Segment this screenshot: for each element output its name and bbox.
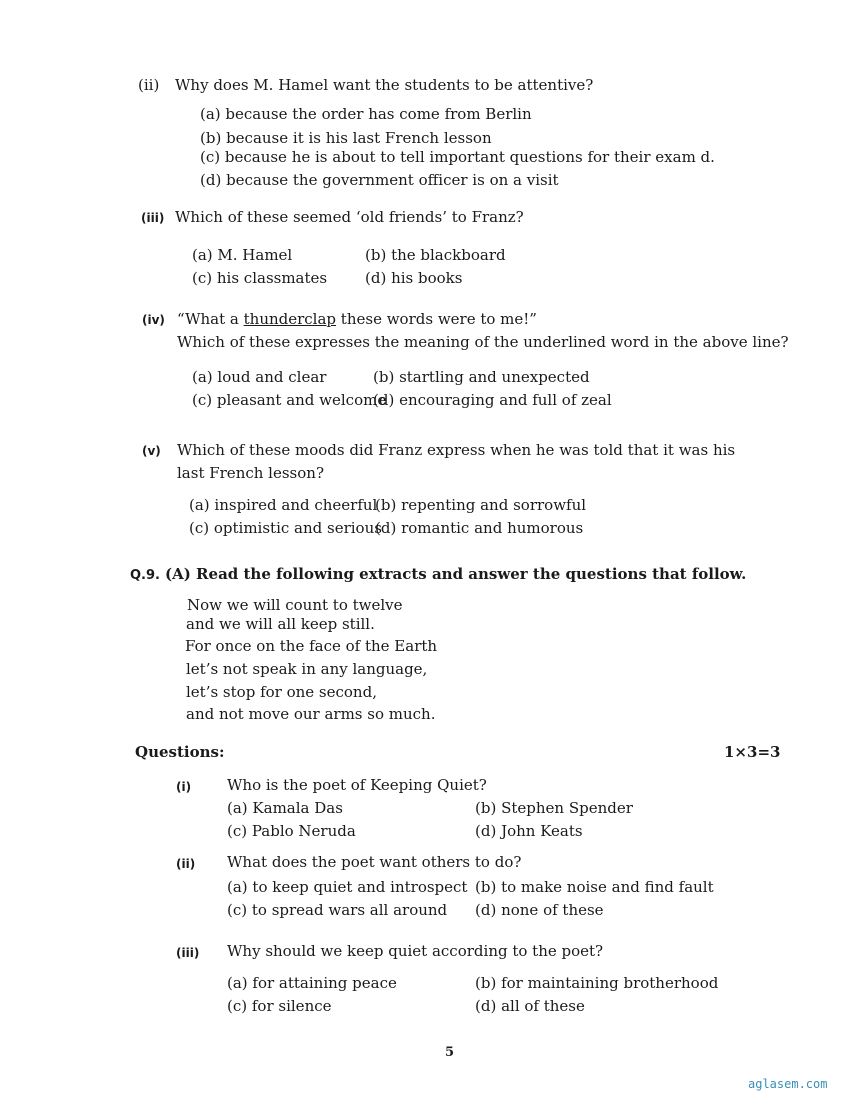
q8-v-option-d: (d) romantic and humorous: [375, 519, 584, 537]
q8-iii-option-a: (a) M. Hamel: [192, 246, 293, 264]
q8-iv-number: (iv): [142, 313, 165, 327]
q9-iii-option-d: (d) all of these: [475, 997, 585, 1015]
q9-i-option-d: (d) John Keats: [475, 822, 583, 840]
q8-v-option-c: (c) optimistic and serious: [189, 519, 382, 537]
q8-iv-option-d: (d) encouraging and full of zeal: [373, 391, 612, 409]
q9-ii-number: (ii): [176, 857, 196, 871]
q8-v-question-line1: Which of these moods did Franz express when he was told that it was his: [177, 441, 736, 459]
q9-iii-option-c: (c) for silence: [227, 997, 332, 1015]
marks-label: 1×3=3: [724, 743, 781, 761]
q9-i-number: (i): [176, 780, 192, 794]
q8-iv-underlined-word: thunderclap: [243, 310, 337, 328]
q8-iii-option-d: (d) his books: [365, 269, 463, 287]
q8-iii-question: Which of these seemed ‘old friends’ to Franz?: [175, 208, 524, 226]
q8-iv-option-b: (b) startling and unexpected: [373, 368, 590, 386]
q8-iv-option-c: (c) pleasant and welcome: [192, 391, 387, 409]
q8-iv-quote-end: these words were to me!”: [336, 310, 537, 328]
q9-ii-option-a: (a) to keep quiet and introspect: [227, 878, 468, 896]
q8-ii-number: (ii): [138, 76, 160, 94]
poem-line-6: and not move our arms so much.: [186, 705, 436, 723]
q8-v-option-a: (a) inspired and cheerful: [189, 496, 378, 514]
q8-iv-question: Which of these expresses the meaning of the underlined word in the above line?: [177, 333, 789, 351]
q8-v-option-b: (b) repenting and sorrowful: [375, 496, 587, 514]
q9-i-option-c: (c) Pablo Neruda: [227, 822, 356, 840]
q9-iii-number: (iii): [176, 946, 200, 960]
q8-v-question-line2: last French lesson?: [177, 464, 324, 482]
q8-iii-option-c: (c) his classmates: [192, 269, 328, 287]
poem-line-5: let’s stop for one second,: [186, 683, 377, 701]
q8-ii-option-d: (d) because the government officer is on a visit: [200, 171, 559, 189]
q9-ii-option-c: (c) to spread wars all around: [227, 901, 448, 919]
q9-label: Q.9.: [130, 568, 160, 583]
q8-v-number: (v): [142, 444, 161, 458]
q9-iii-option-a: (a) for attaining peace: [227, 974, 397, 992]
q9-ii-question: What does the poet want others to do?: [227, 853, 522, 871]
questions-label: Questions:: [135, 743, 225, 761]
q8-ii-question: Why does M. Hamel want the students to be attentive?: [175, 76, 594, 94]
q9-i-option-a: (a) Kamala Das: [227, 799, 343, 817]
q9-iii-option-b: (b) for maintaining brotherhood: [475, 974, 719, 992]
q8-ii-option-b: (b) because it is his last French lesson: [200, 129, 492, 147]
poem-line-3: For once on the face of the Earth: [185, 637, 438, 655]
q8-iii-number: (iii): [141, 211, 165, 225]
poem-line-4: let’s not speak in any language,: [186, 660, 428, 678]
q8-ii-option-a: (a) because the order has come from Berlin: [200, 105, 532, 123]
q9-i-option-b: (b) Stephen Spender: [475, 799, 633, 817]
q8-iv-option-a: (a) loud and clear: [192, 368, 327, 386]
q8-iv-quote-start: “What a: [177, 310, 244, 328]
watermark-link[interactable]: aglasem.com: [748, 1077, 828, 1091]
q9-iii-question: Why should we keep quiet according to the poet?: [227, 942, 604, 960]
page-number: 5: [445, 1045, 455, 1060]
q8-ii-option-c: (c) because he is about to tell important questions for their exam d.: [200, 148, 715, 166]
q9-ii-option-d: (d) none of these: [475, 901, 604, 919]
q9-i-question: Who is the poet of Keeping Quiet?: [227, 776, 487, 794]
poem-line-2: and we will all keep still.: [186, 615, 375, 633]
q8-iii-option-b: (b) the blackboard: [365, 246, 506, 264]
q9-ii-option-b: (b) to make noise and find fault: [475, 878, 714, 896]
q8-iv-quote: [177, 309, 537, 329]
poem-line-1: Now we will count to twelve: [187, 596, 403, 614]
q9-heading: (A) Read the following extracts and answer the questions that follow.: [165, 565, 747, 583]
